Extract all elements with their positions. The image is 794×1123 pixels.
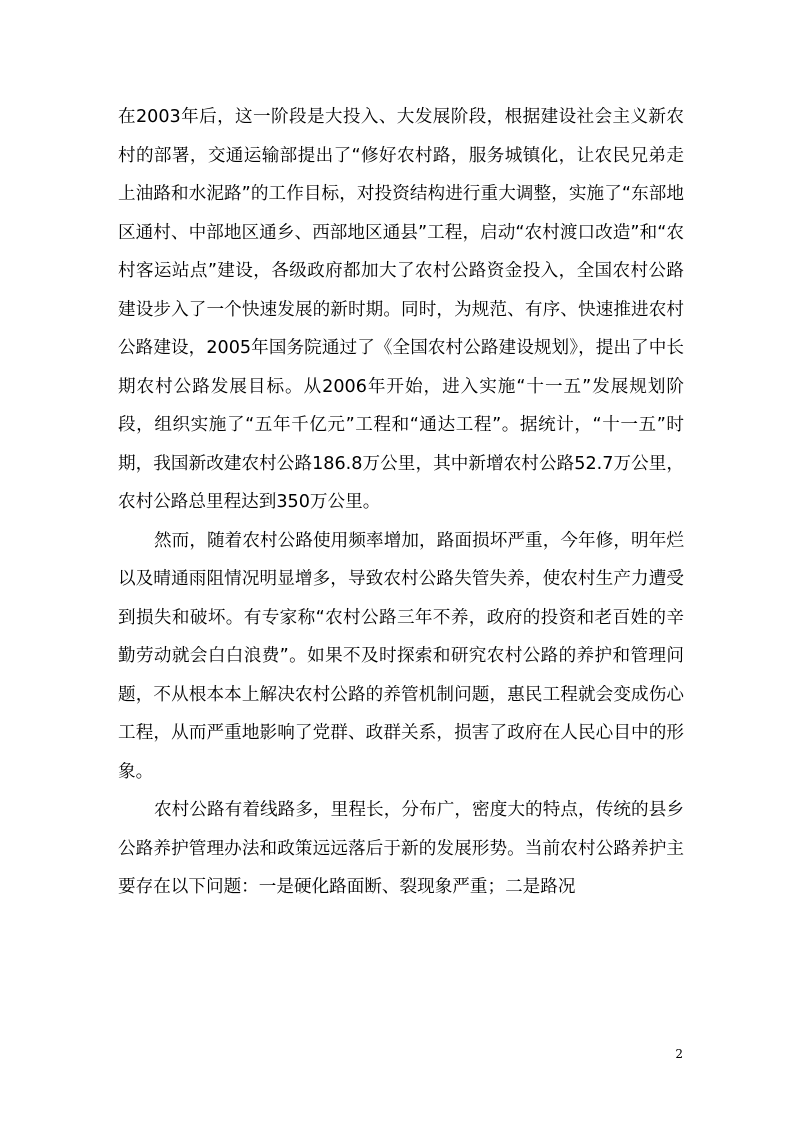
paragraph-construction-history: 在2003年后，这一阶段是大投入、大发展阶段，根据建设社会主义新农村的部署，交通运输部提出了“修好农村路，服务城镇化，让农民兄弟走上油路和水泥路”的工作目标，对投资结构进行重大调整，实施了“东部地区通村、中部地区通乡、西部地区通县”工程，启动“农村渡口改造”和“农村客运站点”建设，各级政府都加大了农村公路资金投入，全国农村公路建设步入了一个快速发展的新时期。同时，为规范、有序、快速推进农村公路建设，2005年国务院通过了《全国农村公路建设规划》，提出了中长期农村公路发展目标。从2006年开始，进入实施“十一五”发展规划阶段，组织实施了“五年千亿元”工程和“通达工程”。据统计，“十一五”时期，我国新改建农村公路186.8万公里，其中新增农村公路52.7万公里，农村公路总里程达到350万公里。 [118,107,684,512]
paragraph-maintenance-problems: 然而，随着农村公路使用频率增加，路面损坏严重，今年修，明年烂以及晴通雨阻情况明显增多，导致农村公路失管失养，使农村生产力遭受到损失和破坏。有专家称“农村公路三年不养，政府的投资和老百姓的辛勤劳动就会白白浪费”。如果不及时探索和研究农村公路的养护和管理问题，不从根本本上解决农村公路的养管机制问题，惠民工程就会变成伤心工程，从而严重地影响了党群、政群关系，损害了政府在人民心目中的形象。 [118,530,684,782]
page-number: 2 [675,1047,683,1061]
paragraph-road-characteristics: 农村公路有着线路多，里程长，分布广，密度大的特点，传统的县乡公路养护管理办法和政策远远落后于新的发展形势。当前农村公路养护主要存在以下问题：一是硬化路面断、裂现象严重；二是路况 [118,800,684,897]
body-text [118,98,684,907]
